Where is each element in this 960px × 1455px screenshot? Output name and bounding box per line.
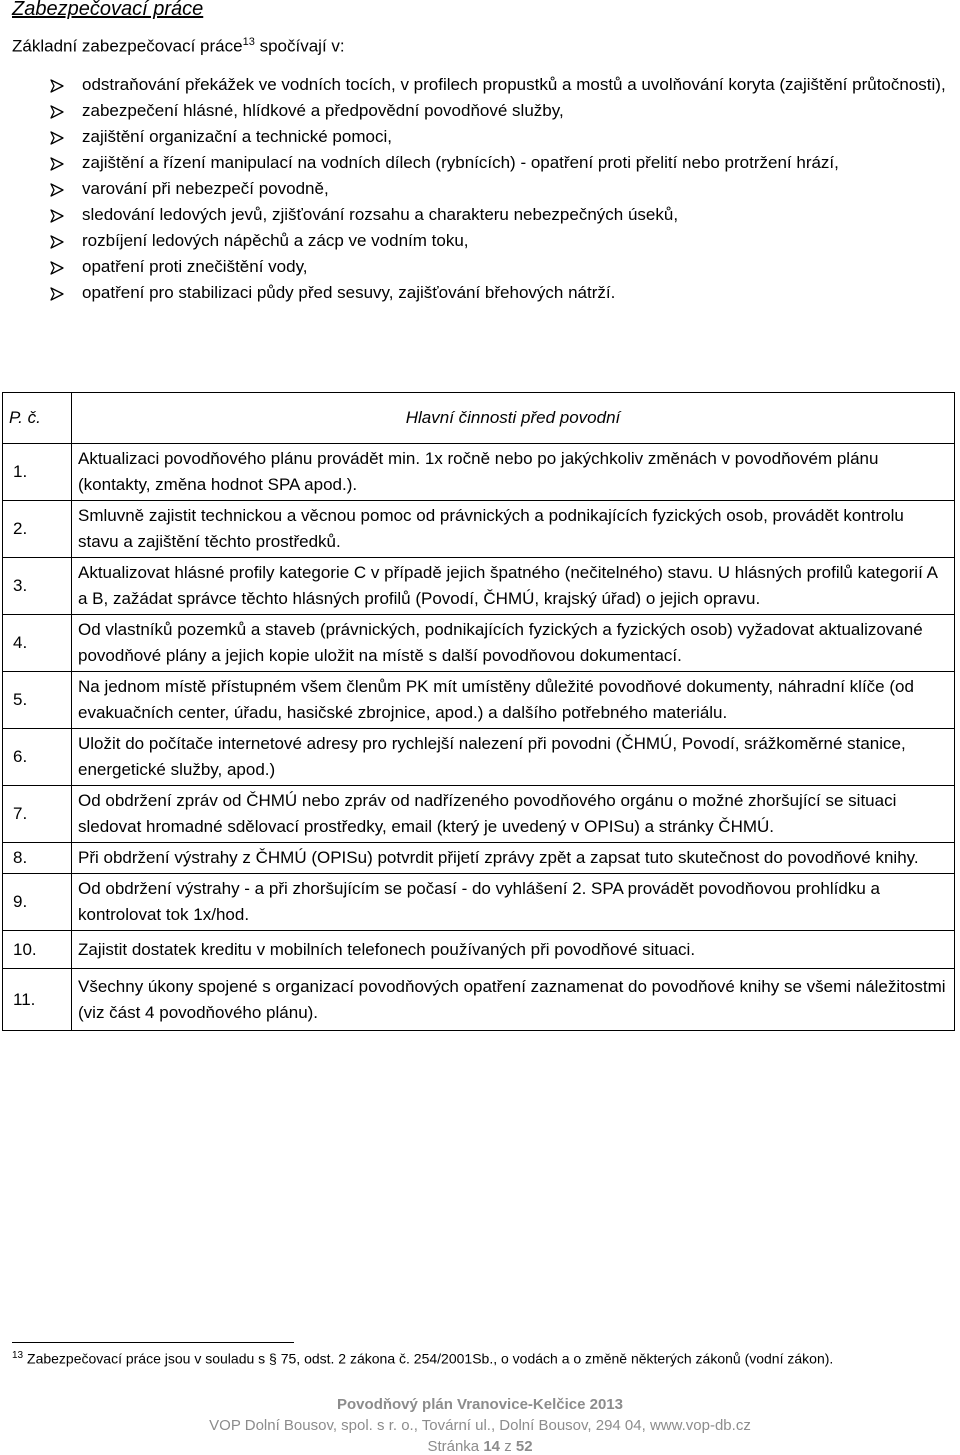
- bullet-list: [48, 72, 956, 306]
- page-label: Stránka: [427, 1438, 480, 1455]
- activities-table: [2, 392, 955, 1031]
- row-text: Zajistit dostatek kreditu v mobilních telefonech používaných při povodňové situaci.: [72, 931, 955, 969]
- row-text: Smluvně zajistit technickou a věcnou pomoc od právnických a podnikajících fyzických osob, provádět kontrolu stavu a zajištění těchto prostředků.: [72, 501, 955, 558]
- column-header-number: P. č.: [3, 393, 72, 444]
- row-text: Od obdržení zpráv od ČHMÚ nebo zpráv od nadřízeného povodňového orgánu o možné zhoršující se situaci sledovat hromadné sdělovací prostředky, email (který je uvedený v OPISu) a stránky ČHMÚ.: [72, 786, 955, 843]
- row-number: 4.: [3, 615, 72, 672]
- row-number: 9.: [3, 874, 72, 931]
- arrowhead-bullet-icon: [50, 235, 64, 249]
- table-row: [3, 672, 955, 729]
- table-row: [3, 843, 955, 874]
- footer-title: Povodňový plán Vranovice-Kelčice 2013: [337, 1396, 623, 1413]
- footnote-ref[interactable]: 13: [242, 36, 255, 48]
- footer-company: VOP Dolní Bousov, spol. s r. o., Tovární ul., Dolní Bousov, 294 04, www.vop-db.cz: [209, 1417, 751, 1434]
- row-text: Všechny úkony spojené s organizací povodňových opatření zaznamenat do povodňové knihy se všemi náležitostmi (viz část 4 povodňového plánu).: [72, 969, 955, 1031]
- row-number: 3.: [3, 558, 72, 615]
- table-header-row: [3, 393, 955, 444]
- table-row: [3, 874, 955, 931]
- table-row: [3, 615, 955, 672]
- intro-text: Základní zabezpečovací práce: [12, 36, 243, 56]
- table-row: [3, 501, 955, 558]
- row-number: 5.: [3, 672, 72, 729]
- page-total: 52: [515, 1438, 533, 1455]
- row-number: 11.: [3, 969, 72, 1031]
- page-separator: z: [504, 1438, 512, 1455]
- footnote-text: Zabezpečovací práce jsou v souladu s § 75, odst. 2 zákona č. 254/2001Sb., o vodách a o změně některých zákonů (vodní zákon).: [27, 1350, 834, 1367]
- row-text: Aktualizovat hlásné profily kategorie C v případě jejich špatného (nečitelného) stavu. U hlásných profilů kategorií A a B, zažádat správce těchto hlásných profilů (Povodí, ČHMÚ, krajský úřad) o jejich opravu.: [72, 558, 955, 615]
- row-number: 2.: [3, 501, 72, 558]
- arrowhead-bullet-icon: [50, 261, 64, 275]
- arrowhead-bullet-icon: [50, 183, 64, 197]
- arrowhead-bullet-icon: [50, 209, 64, 223]
- arrowhead-bullet-icon: [50, 131, 64, 145]
- list-item: zajištění a řízení manipulací na vodních dílech (rybnících) - opatření proti přelití nebo protržení hrází,: [48, 150, 956, 176]
- list-item: zajištění organizační a technické pomoci,: [48, 124, 956, 150]
- row-number: 6.: [3, 729, 72, 786]
- row-text: Od vlastníků pozemků a staveb (právnických, podnikajících fyzických a fyzických osob) vyžadovat aktualizované povodňové plány a jejich kopie uložit na místě s další povodňovou dokumentací.: [72, 615, 955, 672]
- table-row: [3, 558, 955, 615]
- row-number: 10.: [3, 931, 72, 969]
- list-item: sledování ledových jevů, zjišťování rozsahu a charakteru nebezpečných úseků,: [48, 202, 956, 228]
- row-number: 1.: [3, 444, 72, 501]
- list-item: zabezpečení hlásné, hlídkové a předpovědní povodňové služby,: [48, 98, 956, 124]
- table-row: [3, 786, 955, 843]
- footnote-number: 13: [12, 1350, 24, 1361]
- row-text: Od obdržení výstrahy - a při zhoršujícím se počasí - do vyhlášení 2. SPA provádět povodňovou prohlídku a kontrolovat tok 1x/hod.: [72, 874, 955, 931]
- section-title: Zabezpečovací práce: [12, 0, 204, 20]
- intro-text-after: spočívají v:: [259, 36, 345, 56]
- row-number: 8.: [3, 843, 72, 874]
- list-item: opatření pro stabilizaci půdy před sesuvy, zajišťování břehových nátrží.: [48, 280, 956, 306]
- row-number: 7.: [3, 786, 72, 843]
- row-text: Uložit do počítače internetové adresy pro rychlejší nalezení při povodni (ČHMÚ, Povodí, srážkoměrné stanice, energetické služby, apod.): [72, 729, 955, 786]
- footnote-separator: [12, 1342, 294, 1343]
- list-item: opatření proti znečištění vody,: [48, 254, 956, 280]
- page-current: 14: [483, 1438, 501, 1455]
- row-text: Při obdržení výstrahy z ČHMÚ (OPISu) potvrdit přijetí zprávy zpět a zapsat tuto skutečnost do povodňové knihy.: [72, 843, 955, 874]
- footnote: [12, 1350, 833, 1367]
- list-item: odstraňování překážek ve vodních tocích, v profilech propustků a mostů a uvolňování koryta (zajištění průtočnosti),: [48, 72, 956, 98]
- column-header-activity: Hlavní činnosti před povodní: [72, 393, 955, 444]
- row-text: Aktualizaci povodňového plánu provádět min. 1x ročně nebo po jakýchkoliv změnách v povodňovém plánu (kontakty, změna hodnot SPA apod.).: [72, 444, 955, 501]
- table-row: [3, 729, 955, 786]
- table-row: [3, 969, 955, 1031]
- arrowhead-bullet-icon: [50, 79, 64, 93]
- row-text: Na jednom místě přístupném všem členům PK mít umístěny důležité povodňové dokumenty, náhradní klíče (od evakuačních center, úřadu, hasičské zbrojnice, apod.) a dalšího potřebného materiálu.: [72, 672, 955, 729]
- arrowhead-bullet-icon: [50, 287, 64, 301]
- table-row: [3, 444, 955, 501]
- page-number: [0, 1438, 960, 1455]
- intro-line: [12, 36, 345, 57]
- list-item: rozbíjení ledových nápěchů a zácp ve vodním toku,: [48, 228, 956, 254]
- arrowhead-bullet-icon: [50, 105, 64, 119]
- arrowhead-bullet-icon: [50, 157, 64, 171]
- table-row: [3, 931, 955, 969]
- list-item: varování při nebezpečí povodně,: [48, 176, 956, 202]
